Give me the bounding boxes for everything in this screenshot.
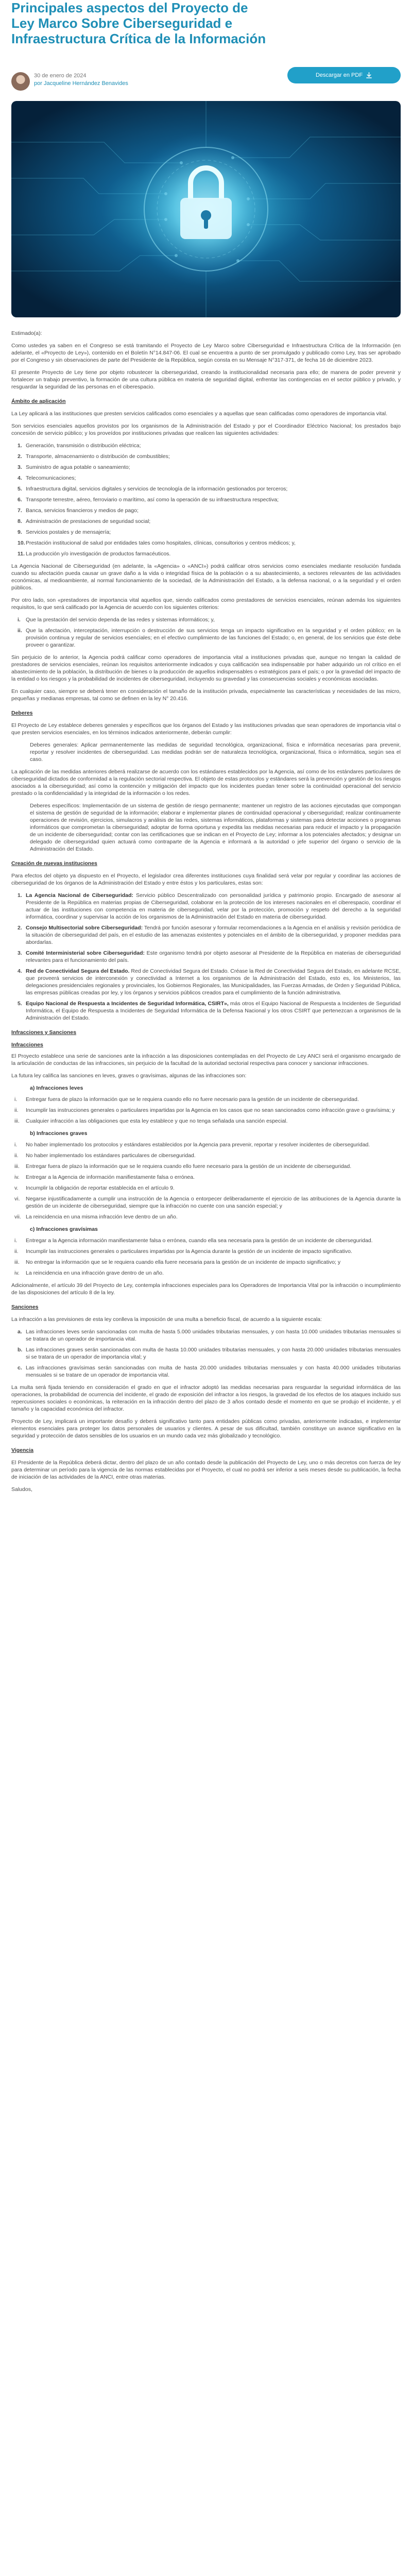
institutions-list xyxy=(11,892,401,1022)
list-item: 2. Transporte, almacenamiento o distribución de combustibles; xyxy=(18,453,170,460)
paragraph: La Ley aplicará a las instituciones que presten servicios calificados como esenciales y a aquellas que sean calificadas como operadores de importancia vital. xyxy=(11,411,388,417)
subheading-infracciones-leves: a) Infracciones leves xyxy=(30,1085,83,1091)
article-author[interactable]: por Jacqueline Hernández Benavides xyxy=(34,80,128,87)
hero-image xyxy=(11,101,401,317)
paragraph: La Agencia Nacional de Ciberseguridad (en adelante, la «Agencia» o «ANCI») podrá calificar otros servicios como esenciales mediante resolución fundada cuando su afectación pueda causar un grave daño a la vida o integridad física de la población o a su abastecimiento, a sectores relevantes de las actividades económicas, al medioambiente, al normal funcionamiento de la sociedad, de la Administración del Estado, a la defensa nacional, o a la seguridad y el orden públicos. xyxy=(11,563,401,591)
paragraph: Por otro lado, son «prestadores de importancia vital aquellos que, siendo calificados como prestadores de servicios esenciales, reúnan además los siguientes requisitos, lo que será calificado por la Agencia de acuerdo con los siguientes criterios: xyxy=(11,597,401,611)
list-item: c. Las infracciones gravísimas serán sancionadas con multa de hasta 20.000 unidades tributarias mensuales y con hasta 40.000 unidades tributarias mensuales si se tratare de un operador de importancia vital. xyxy=(18,1365,401,1378)
paragraph: El Proyecto de Ley establece deberes generales y específicos que los órganos del Estado y las instituciones privadas que sean operadores de importancia vital o que presten servicios esenciales, en los términos indicados anteriormente, deberán cumplir: xyxy=(11,722,401,736)
download-pdf-label: Descargar en PDF xyxy=(315,72,363,78)
list-item: 1. Generación, transmisión o distribución eléctrica; xyxy=(18,443,141,449)
list-item: 8. Administración de prestaciones de seguridad social; xyxy=(18,518,151,524)
list-item: vii. La reincidencia en una misma infracción leve dentro de un año. xyxy=(14,1214,178,1220)
list-item: ii. Incumplir las instrucciones generales o particulares impartidas por la Agencia en los casos que no sean sancionados como infracción grave o gravísima; y xyxy=(14,1107,395,1113)
list-item: 11. La producción y/o investigación de productos farmacéuticos. xyxy=(18,551,171,557)
subheading-infracciones-graves: b) Infracciones graves xyxy=(30,1130,88,1137)
list-item: i. Que la prestación del servicio dependa de las redes y sistemas informáticos; y, xyxy=(18,617,215,623)
cyber-lock-illustration xyxy=(11,101,401,317)
paragraph: En cualquier caso, siempre se deberá tener en consideración el tamaño de la institución privada, especialmente las características y necesidades de las micro, pequeñas y medianas empresas, tal como se definen en la ley N° 20.416. xyxy=(11,688,401,702)
leves-list xyxy=(11,1096,401,1125)
list-item: 1. La Agencia Nacional de Ciberseguridad: Servicio público Descentralizado con personalidad jurídica y patrimonio propio. Encargado de asesorar al Presidente de la República en materias propias de Ciberseguridad, colaborar en la protección de los intereses nacionales en el ciberespacio, coordinar el actuar de las instituciones con competencia en materia de ciberseguridad, velar por la protección, promoción y respeto del derecho a la seguridad informática, coordinar y supervisar la acción de los organismos de la Administración del Estado en materia de ciberseguridad. xyxy=(18,892,401,920)
paragraph: Para efectos del objeto ya dispuesto en el Proyecto, el legislador crea diferentes instituciones cuya finalidad será velar por regular y coordinar las acciones de ciberseguridad de los órganos de la Administración del Estado y entre éstos y los particulares, estas son: xyxy=(11,873,401,886)
list-item: ii. Que la afectación, interceptación, interrupción o destrucción de sus servicios tenga un impacto significativo en la seguridad y el orden público; en la provisión continua y regular de servicios esenciales; en el efectivo cumplimiento de las funciones del Estado; o, en general, de los servicios que éste debe proveer o garantizar. xyxy=(18,628,401,648)
list-item: 5. Equipo Nacional de Respuesta a Incidentes de Seguridad Informática, CSIRT», más otros el Equipo Nacional de Respuesta a Incidentes de Seguridad Informática, el Equipo de Respuesta a Incidentes de Seguridad Informática de la Defensa Nacional y los otros CSIRT que pertenezcan a organismos de la Administración del Estado. xyxy=(18,1001,401,1021)
paragraph: Son servicios esenciales aquellos provistos por los organismos de la Administración del Estado y por el Coordinador Eléctrico Nacional; los prestados bajo concesión de servicio público; y los proveídos por instituciones privadas que realicen las siguientes actividades: xyxy=(11,423,401,436)
list-item: v. Incumplir la obligación de reportar establecida en el artículo 9. xyxy=(14,1185,175,1191)
article-body xyxy=(11,330,401,1498)
paragraph: Como ustedes ya saben en el Congreso se está tramitando el Proyecto de Ley Marco sobre Ciberseguridad e Infraestructura Crítica de la Información (en adelante, el «Proyecto de Ley»), contenido en el Boletín N°14.847-06. El cual se encuentra a punto de ser promulgado y publicado como Ley, tras ser aprobado por el Congreso y sin observaciones de parte del Presidente de la República, según consta en su Mensaje N°317-371, de fecha 16 de diciembre 2023. xyxy=(11,343,401,363)
list-item: a. Las infracciones leves serán sancionadas con multa de hasta 5.000 unidades tributarias mensuales, y con hasta 10.000 unidades tributarias mensuales si se tratara de un operador de importancia vital. xyxy=(18,1329,401,1342)
paragraph: El Presidente de la República deberá dictar, dentro del plazo de un año contado desde la publicación del Proyecto de Ley, uno o más decretos con fuerza de ley para determinar un período para la vigencia de las normas establecidas por el Proyecto, el cual no podrá ser inferior a seis meses desde su publicación, la fecha de iniciación de las actividades de la ANCI, entre otras materias. xyxy=(11,1460,401,1480)
paragraph-deberes-generales: Deberes generales: Aplicar permanentemente las medidas de seguridad tecnológica, organizacional, física e informática necesarias para prevenir, reportar y resolver incidentes de ciberseguridad. Las medidas podrán ser de naturaleza tecnológica, organizacional, física o informática, según sea el caso. xyxy=(30,742,401,762)
section-heading-deberes: Deberes xyxy=(11,710,33,716)
download-pdf-button[interactable] xyxy=(287,67,401,83)
paragraph: La aplicación de las medidas anteriores deberá realizarse de acuerdo con los estándares establecidos por la Agencia, así como de los estándares particulares de ciberseguridad dictados de conformidad a la regulación sectorial respectiva. El objeto de estas protocolos y estándares será la prevención y gestión de los riesgos asociados a la ciberseguridad; así como la contención y mitigación del impacto que los incidentes puedan tener sobre la continuidad operacional del servicio prestado o la confidencialidad y la integridad de la información o los redes. xyxy=(11,769,401,796)
list-item: 7. Banca, servicios financieros y medios de pago; xyxy=(18,507,139,514)
paragraph: La futura ley califica las sanciones en leves, graves o gravísimas, algunas de las infracciones son: xyxy=(11,1073,247,1079)
paragraph: El Proyecto establece una serie de sanciones ante la infracción a las disposiciones contempladas en del Proyecto de Ley ANCI será el organismo encargado de la articulación de conductas de las infracciones, sin perjuicio de la facultad de la autoridad sectorial respectiva para conocer y sancionar infracciones. xyxy=(11,1053,401,1066)
author-avatar xyxy=(11,72,30,91)
list-item: ii. Incumplir las instrucciones generales o particulares impartidas por la Agencia durante la gestión de un incidente de impacto significativo. xyxy=(14,1248,352,1255)
paragraph: Proyecto de Ley, implicará un importante desafío y deberá significativo tanto para entidades públicas como privadas, anteriormente indicadas, e implementar elementos esenciales para proteger los datos personales de usuarios y clientes. A pesar de sus dificultad, también constituye un avance significativo en la seguridad y protección de datos sensibles de los usuarios en un mundo cada vez más globalizado y tecnológico. xyxy=(11,1418,401,1439)
list-item: vi. Negarse injustificadamente a cumplir una instrucción de la Agencia o entorpecer deliberadamente el ejercicio de las atribuciones de la Agencia durante la gestión de un incidente de ciberseguridad, siempre que la infracción no cuente con una sanción especial; y xyxy=(14,1196,401,1209)
list-item: i. Entregar a la Agencia información manifiestamente falsa o errónea, cuando ella sea necesaria para la gestión de un incidente de ciberseguridad. xyxy=(14,1238,373,1244)
vital-criteria-list xyxy=(11,616,401,649)
list-item: iv. Entregar a la Agencia de información manifiestamente falsa o errónea. xyxy=(14,1174,195,1180)
list-item: iii. Cualquier infracción a las obligaciones que esta ley establece y que no tenga señalada una sanción especial. xyxy=(14,1118,288,1124)
section-heading-sanciones: Sanciones xyxy=(11,1304,39,1310)
list-item: 3. Suministro de agua potable o saneamiento; xyxy=(18,464,130,470)
article-date: 30 de enero de 2024 xyxy=(34,73,87,79)
list-item: 2. Consejo Multisectorial sobre Ciberseguridad: Tendrá por función asesorar y formular recomendaciones a la Agencia en el análisis y revisión periódica de la situación de ciberseguridad del país, en el estudio de las amenazas existentes y potenciales en el ámbito de la ciberseguridad, y proponer medidas para abordarlas. xyxy=(18,925,401,945)
section-heading-creacion: Creación de nuevas instituciones xyxy=(11,860,97,867)
list-item: ii. No haber implementado los estándares particulares de ciberseguridad. xyxy=(14,1153,196,1159)
article-title: Principales aspectos del Proyecto de Ley Marco Sobre Ciberseguridad e Infraestructura Crítica de la Información xyxy=(11,0,266,46)
list-item: 3. Comité Interministerial sobre Ciberseguridad: Este organismo tendrá por objeto asesorar al Presidente de la República en materias de ciberseguridad relevantes para el funcionamiento del país. xyxy=(18,950,401,963)
paragraph: Estimado(a): xyxy=(11,330,42,336)
sanciones-list xyxy=(11,1328,401,1379)
section-heading-ambito: Ámbito de aplicación xyxy=(11,398,66,404)
paragraph: La infracción a las previsiones de esta ley conlleva la imposición de una multa a beneficio fiscal, de acuerdo a la siguiente escala: xyxy=(11,1316,322,1323)
essential-activities-list xyxy=(11,442,401,557)
list-item: i. No haber implementado los protocolos y estándares establecidos por la Agencia para prevenir, reportar y resolver incidentes de ciberseguridad. xyxy=(14,1142,370,1148)
paragraph: Saludos, xyxy=(11,1486,32,1493)
paragraph: La multa será fijada teniendo en consideración el grado en que el infractor adoptó las medidas necesarias para resguardar la seguridad informática de las operaciones, la probabilidad de ocurrencia del incidente, el grado de exposición del infractor a los riesgos, la gravedad de los efectos de los ataques incluido sus repercusiones sociales o económicas, la reiteración en la infracción dentro del plazo de 3 años contado desde el momento en que se produjo el incidente, y el tamaño y la capacidad económica del infractor. xyxy=(11,1384,401,1412)
list-item: 10. Prestación institucional de salud por entidades tales como hospitales, clínicas, consultorios y centros médicos; y, xyxy=(18,540,296,546)
list-item: 4. Red de Conectividad Segura del Estado. Red de Conectividad Segura del Estado. Créase la Red de Conectividad Segura del Estado, en adelante RCSE, que proveerá servicios de interconexión y conectividad a Internet a los organismos de la Administración del Estado, esto es, los Ministerios, las delegaciones presidenciales regionales y provinciales, los Gobiernos Regionales, las Municipalidades, las Fuerzas Armadas, de Orden y Seguridad Pública, las empresas públicas creadas por ley, y los órganos y servicios públicos creados para el cumplimiento de la función administrativa. xyxy=(18,968,401,996)
graves-list xyxy=(11,1141,401,1221)
list-item: 9. Servicios postales y de mensajería; xyxy=(18,529,111,535)
list-item: iv. La reincidencia en una infracción grave dentro de un año. xyxy=(14,1270,164,1276)
list-item: i. Entregar fuera de plazo la información que se le requiera cuando ello no fuere necesario para la gestión de un incidente de ciberseguridad. xyxy=(14,1096,359,1103)
subheading-infracciones: Infracciones xyxy=(11,1042,43,1048)
list-item: 5. Infraestructura digital, servicios digitales y servicios de tecnología de la información gestionados por terceros; xyxy=(18,486,288,492)
section-heading-infracciones: Infracciones y Sanciones xyxy=(11,1029,77,1036)
article-meta xyxy=(11,71,181,92)
section-heading-vigencia: Vigencia xyxy=(11,1447,33,1453)
subheading-infracciones-gravisimas: c) Infracciones gravísimas xyxy=(30,1226,98,1232)
paragraph-deberes-especificos: Deberes específicos: Implementación de un sistema de gestión de riesgo permanente; mantener un registro de las acciones ejecutadas que compongan el sistema de gestión de seguridad de la información; elaborar e implementar planes de continuidad operacional y ciberseguridad; realizar continuamente operaciones de revisión, ejercicios, simulacros y análisis de las redes, sistemas informáticos, plataformas y sistemas para detectar acciones o programas informáticos que comprometan la ciberseguridad; adoptar de forma oportuna y expedita las medidas necesarias para reducir el impacto y la propagación de un incidente de ciberseguridad; contar con las certificaciones que se indican en el Proyecto de Ley; informar a los potenciales afectados; y designar un delegado de ciberseguridad quien actuará como contraparte de la Agencia e informará a la autoridad o jefe superior del órgano o servicio de la Administración del Estado. xyxy=(30,803,401,852)
paragraph: Adicionalmente, el artículo 39 del Proyecto de Ley, contempla infracciones especiales para los Operadores de Importancia Vital por la infracción o incumplimiento de las disposiciones del artículo 8 de la ley. xyxy=(11,1282,401,1296)
paragraph: El presente Proyecto de Ley tiene por objeto robustecer la ciberseguridad, creando la institucionalidad necesaria para ello; de manera de poder prevenir y fortalecer un trabajo preventivo, la formación de una cultura pública en materia de seguridad digital, enfrentar las contingencias en el sector público y privado, y resguardar la seguridad de las personas en el ciberespacio. xyxy=(11,369,401,390)
list-item: b. Las infracciones graves serán sancionadas con multa de hasta 10.000 unidades tributarias mensuales, y con hasta 20.000 unidades tributarias mensuales si se tratara de un operador de importancia vital; y xyxy=(18,1347,401,1360)
list-item: iii. Entregar fuera de plazo la información que se le requiera cuando ello fuere necesario para la gestión de un incidente de ciberseguridad. xyxy=(14,1163,352,1170)
list-item: 6. Transporte terrestre, aéreo, ferroviario o marítimo, así como la operación de su infraestructura respectiva; xyxy=(18,497,279,503)
gravisimas-list xyxy=(11,1237,401,1277)
list-item: 4. Telecomunicaciones; xyxy=(18,475,76,481)
download-icon xyxy=(366,72,372,79)
list-item: iii. No entregar la información que se le requiera cuando ella fuere necesaria para la gestión de un incidente de impacto significativo; y xyxy=(14,1259,341,1265)
paragraph: Sin perjuicio de lo anterior, la Agencia podrá calificar como operadores de importancia vital a instituciones privadas que, aunque no tengan la calidad de prestadores de servicios esenciales, reúnan los requisitos anteriormente indicados y cuya calificación sea indispensable por haber adquirido un rol crítico en el abastecimiento de la población, la distribución de bienes o la producción de aquellos indispensables o estratégicos para el país; o por la gravedad del impacto de la entidad o los riesgos y la probabilidad de incidentes de ciberseguridad, incluyendo su gravedad y las consecuencias sociales y económicas asociadas. xyxy=(11,654,401,682)
